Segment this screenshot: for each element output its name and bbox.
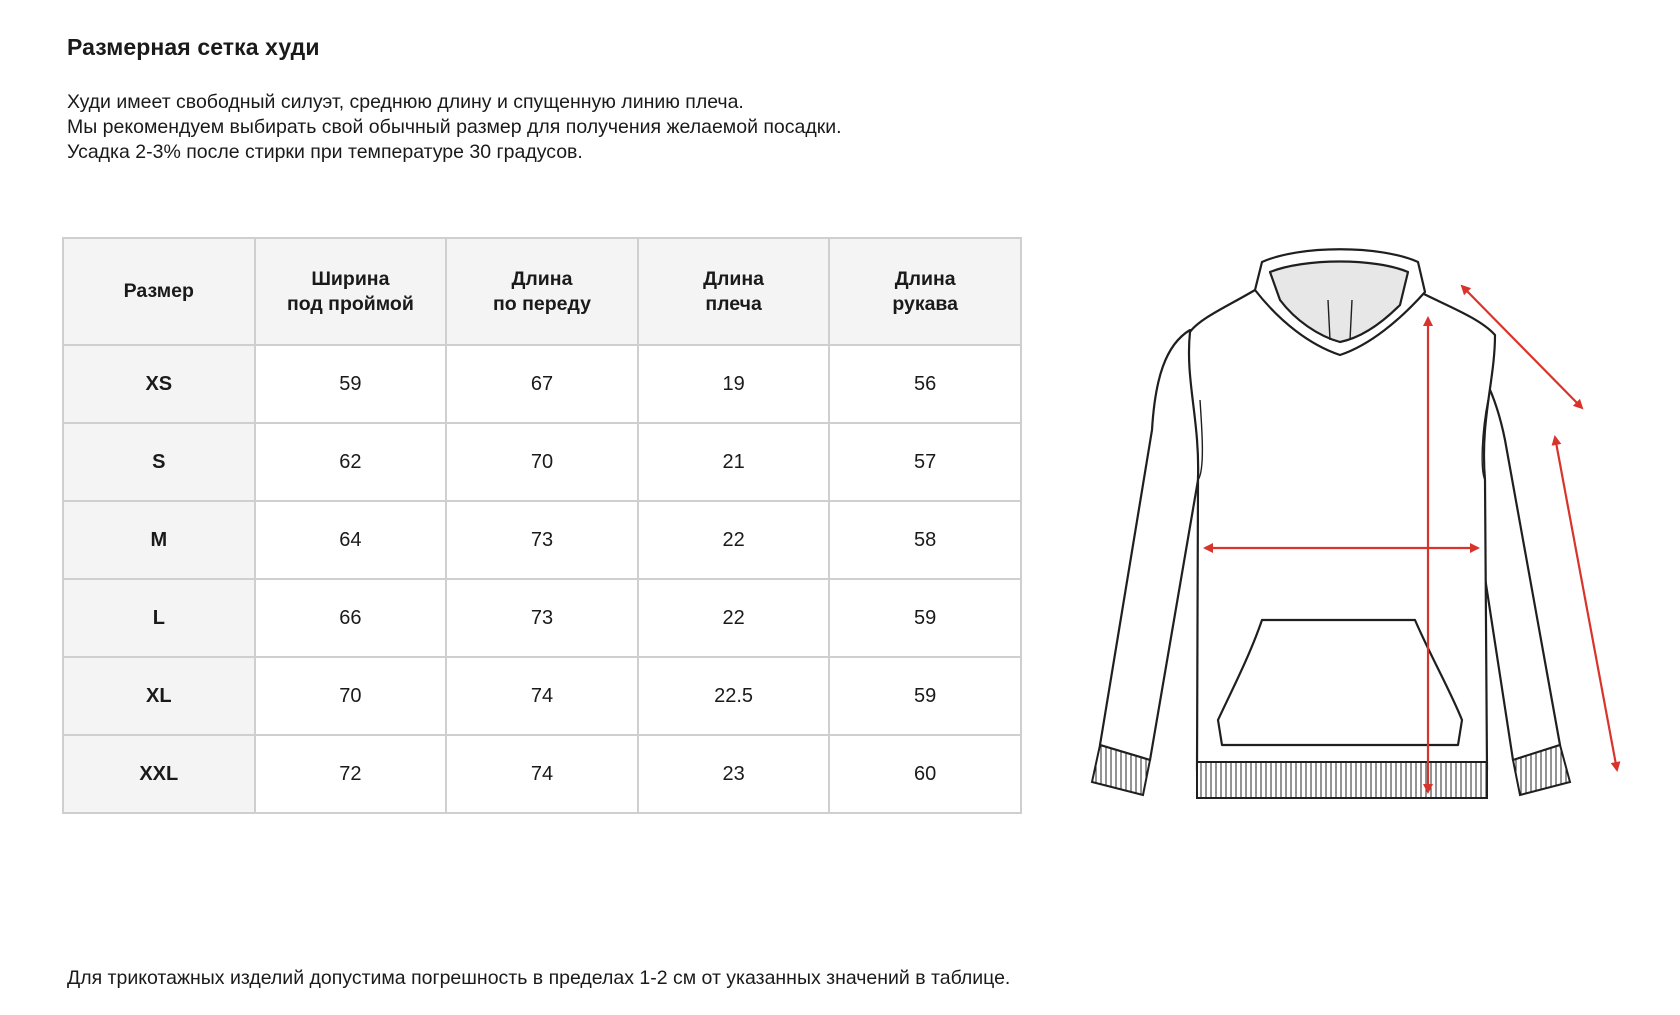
header-size	[63, 238, 255, 345]
table-row	[63, 657, 1021, 735]
footnote: Для трикотажных изделий допустима погрешность в пределах 1-2 см от указанных значений в таблице.	[67, 967, 1011, 989]
table-cell: 58	[829, 501, 1021, 579]
table-cell: 64	[255, 501, 447, 579]
header-label: рукава	[892, 292, 959, 315]
description-line: Мы рекомендуем выбирать свой обычный размер для получения желаемой посадки.	[67, 116, 842, 138]
table-cell: 72	[255, 735, 447, 813]
size-cell: XL	[63, 657, 255, 735]
header-front-length	[446, 238, 638, 345]
description	[67, 90, 842, 165]
description-line: Худи имеет свободный силуэт, среднюю длину и спущенную линию плеча.	[67, 91, 744, 113]
table-row	[63, 423, 1021, 501]
table-cell: 59	[829, 579, 1021, 657]
table-cell: 73	[446, 579, 638, 657]
table-cell: 66	[255, 579, 447, 657]
description-line: Усадка 2-3% после стирки при температуре 30 градусов.	[67, 141, 583, 163]
table-cell: 59	[829, 657, 1021, 735]
header-width-armpit	[255, 238, 447, 345]
table-cell: 74	[446, 657, 638, 735]
table-cell: 70	[255, 657, 447, 735]
table-cell: 73	[446, 501, 638, 579]
page-title: Размерная сетка худи	[67, 34, 320, 60]
table-cell: 59	[255, 345, 447, 423]
left-sleeve	[1100, 330, 1200, 760]
table-row	[63, 501, 1021, 579]
size-cell: L	[63, 579, 255, 657]
table-cell: 74	[446, 735, 638, 813]
size-table	[62, 237, 1022, 814]
table-cell: 70	[446, 423, 638, 501]
table-cell: 23	[638, 735, 830, 813]
waistband	[1197, 762, 1487, 798]
table-row	[63, 735, 1021, 813]
table-cell: 22	[638, 501, 830, 579]
header-label: Ширина	[311, 267, 390, 290]
header-label: Длина	[894, 267, 956, 290]
header-label: Размер	[123, 280, 194, 302]
header-label: под проймой	[286, 292, 414, 315]
table-cell: 60	[829, 735, 1021, 813]
size-cell: M	[63, 501, 255, 579]
table-header-row	[63, 238, 1021, 345]
header-label: по переду	[493, 292, 591, 315]
header-label: Длина	[703, 267, 765, 290]
sleeve-length-arrow	[1555, 437, 1617, 770]
table-cell: 56	[829, 345, 1021, 423]
table-cell: 21	[638, 423, 830, 501]
table-cell: 57	[829, 423, 1021, 501]
table-row	[63, 579, 1021, 657]
table-cell: 19	[638, 345, 830, 423]
hoodie-body	[1100, 249, 1560, 770]
size-cell: XXL	[63, 735, 255, 813]
header-label: Длина	[511, 267, 573, 290]
header-shoulder-length	[638, 238, 830, 345]
header-sleeve-length	[829, 238, 1021, 345]
table-cell: 67	[446, 345, 638, 423]
table-cell: 22	[638, 579, 830, 657]
table-row	[63, 345, 1021, 423]
header-label: плеча	[705, 292, 762, 315]
hoodie-illustration	[1080, 240, 1640, 815]
size-cell: S	[63, 423, 255, 501]
size-cell: XS	[63, 345, 255, 423]
table-cell: 22.5	[638, 657, 830, 735]
table-cell: 62	[255, 423, 447, 501]
